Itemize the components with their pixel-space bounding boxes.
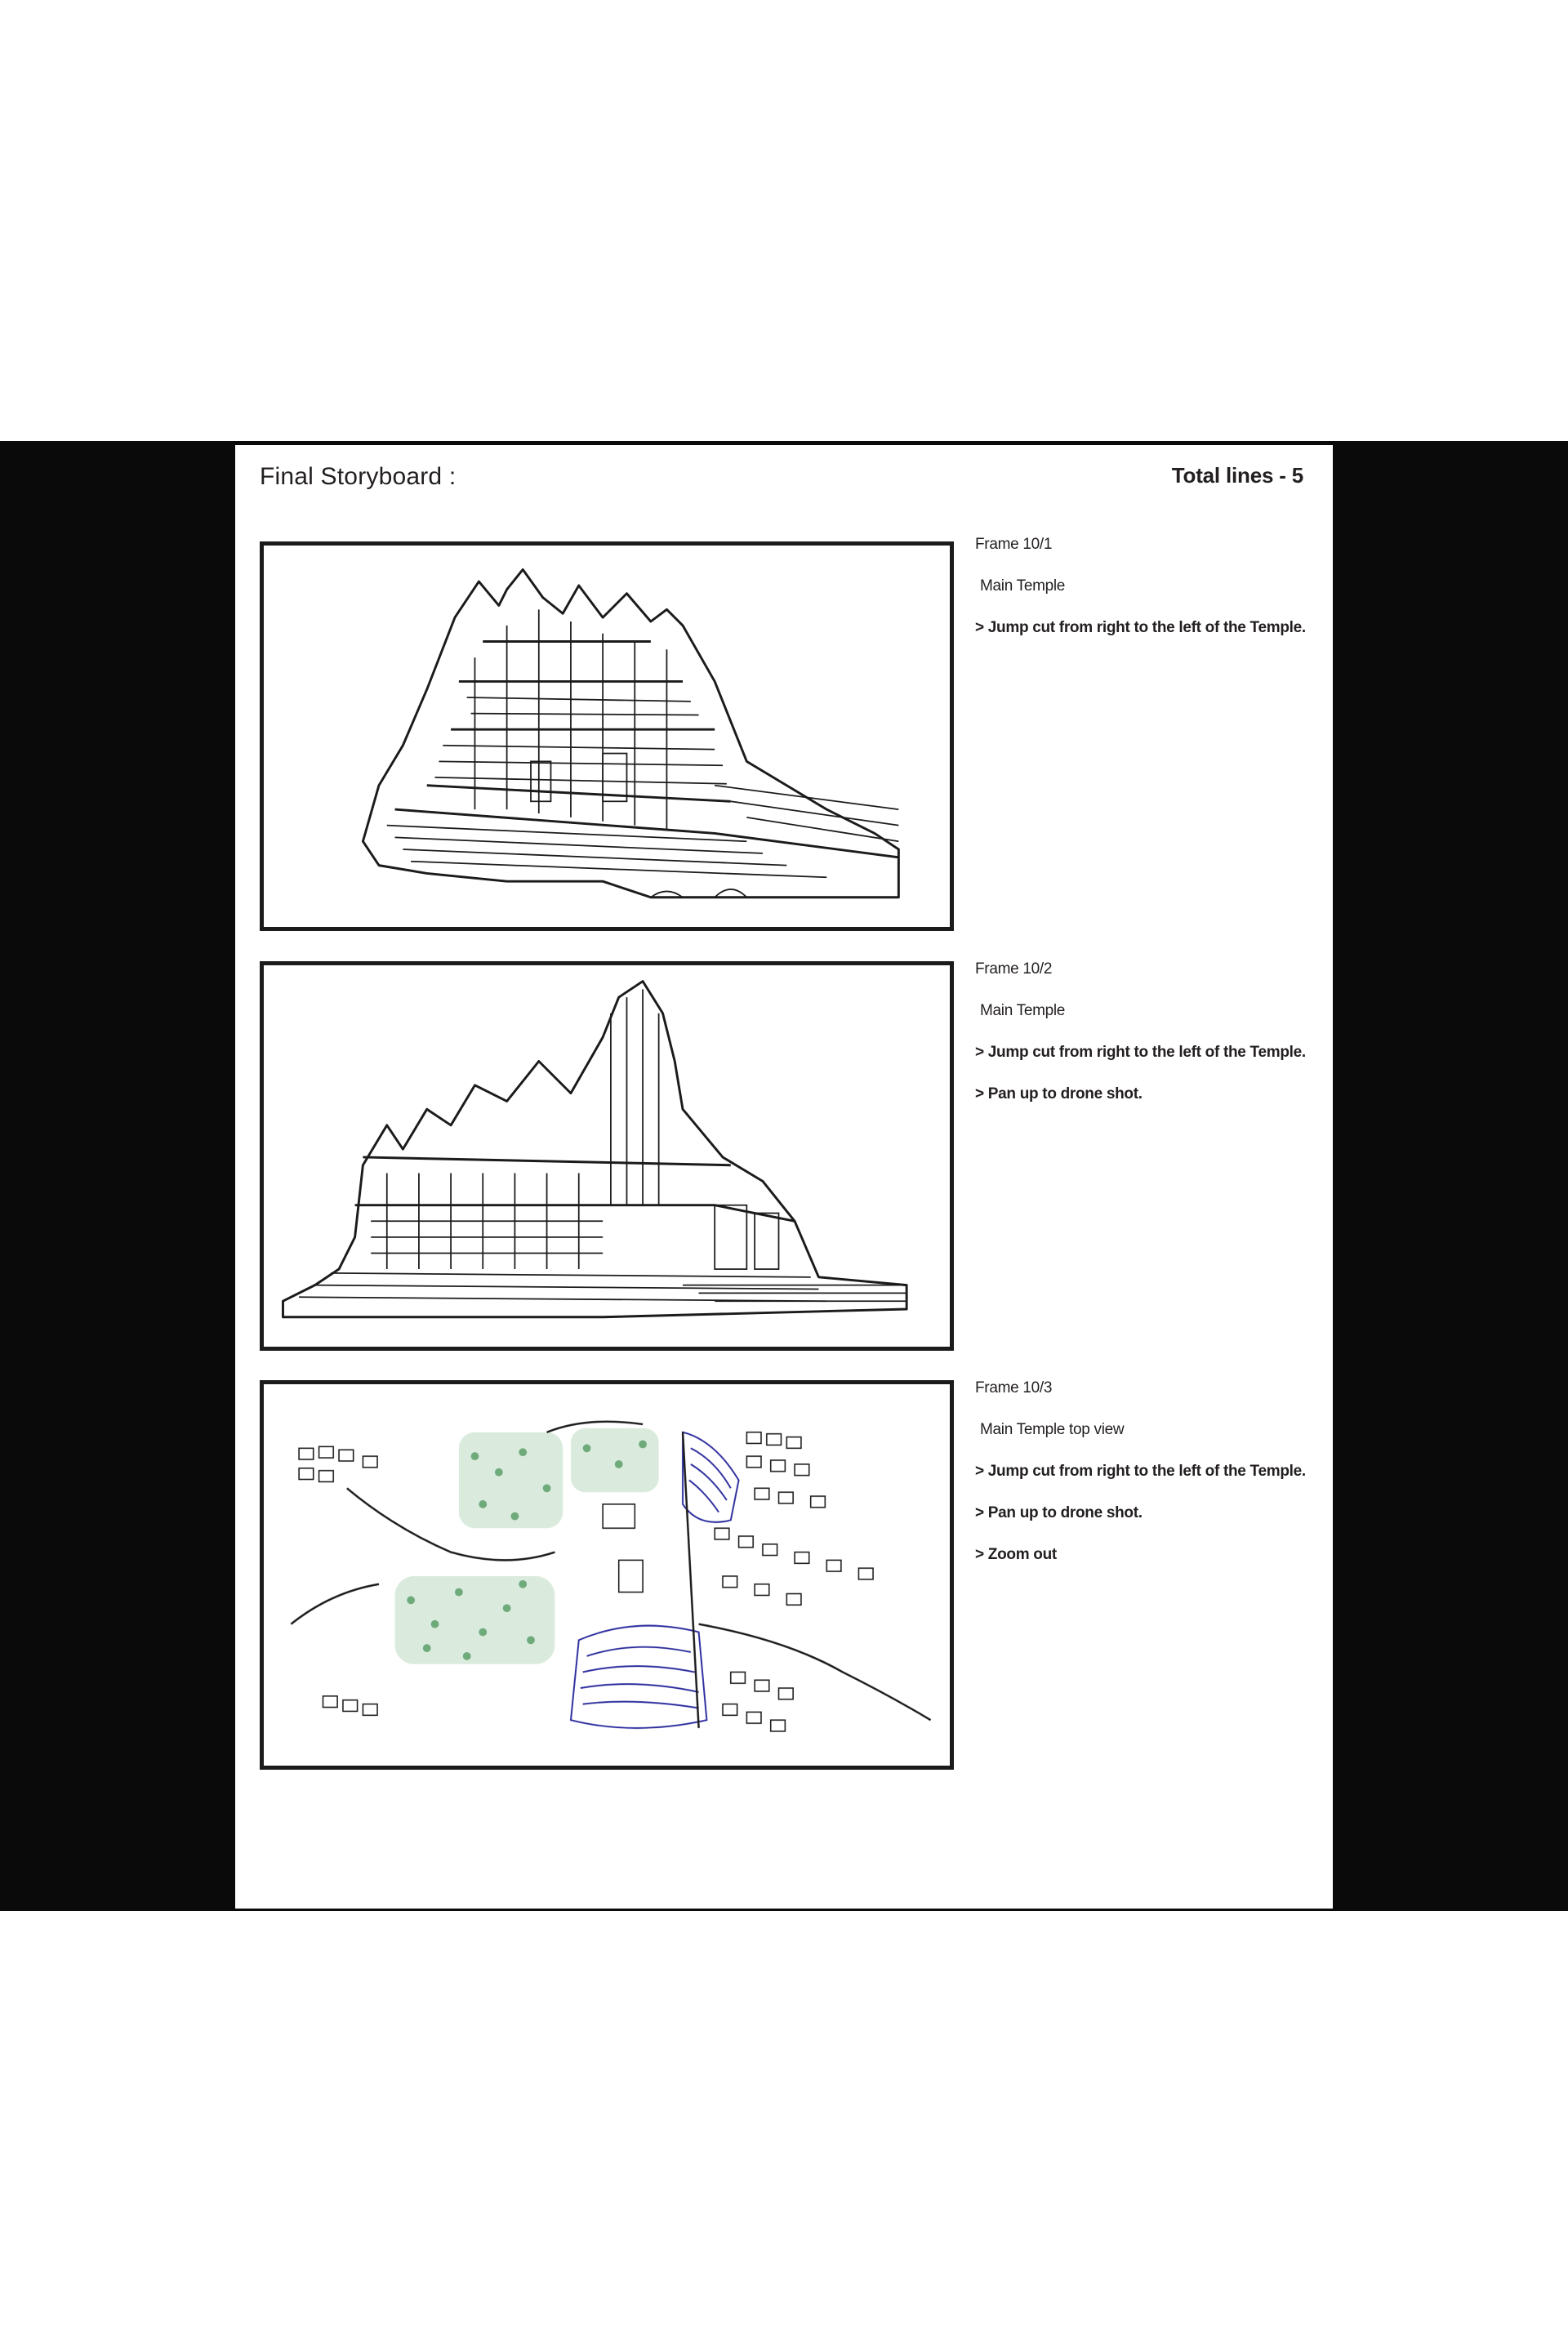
storyboard-title: Final Storyboard : — [260, 463, 457, 490]
frame-2-note-2: > Pan up to drone shot. — [975, 1085, 1143, 1102]
frame-2-notes — [975, 960, 1318, 1126]
frame-2-sketch — [260, 961, 954, 1351]
total-lines: Total lines - 5 — [1171, 463, 1303, 488]
frame-3-id: Frame 10/3 — [975, 1379, 1053, 1396]
frame-2-id: Frame 10/2 — [975, 960, 1053, 978]
frame-2-note-1: > Jump cut from right to the left of the Temple. — [975, 1044, 1306, 1061]
frame-1-note-1: > Jump cut from right to the left of the Temple. — [975, 619, 1306, 636]
frame-3-note-3: > Zoom out — [975, 1546, 1057, 1563]
frame-1-id: Frame 10/1 — [975, 536, 1053, 553]
frame-3-note-2: > Pan up to drone shot. — [975, 1504, 1143, 1521]
frame-1-subject: Main Temple — [980, 577, 1066, 595]
storyboard-sheet — [235, 445, 1333, 1909]
frame-3-sketch — [260, 1380, 954, 1770]
frame-3-subject: Main Temple top view — [980, 1421, 1125, 1438]
temple-side-sketch-icon — [264, 546, 950, 927]
frame-3-note-1: > Jump cut from right to the left of the Temple. — [975, 1463, 1306, 1480]
frame-3-notes — [975, 1379, 1318, 1587]
temple-top-view-map-icon — [264, 1384, 950, 1766]
frame-1-notes — [975, 535, 1318, 660]
frame-2-subject: Main Temple — [980, 1002, 1066, 1019]
frame-1-sketch — [260, 541, 954, 931]
temple-front-sketch-icon — [264, 965, 950, 1347]
